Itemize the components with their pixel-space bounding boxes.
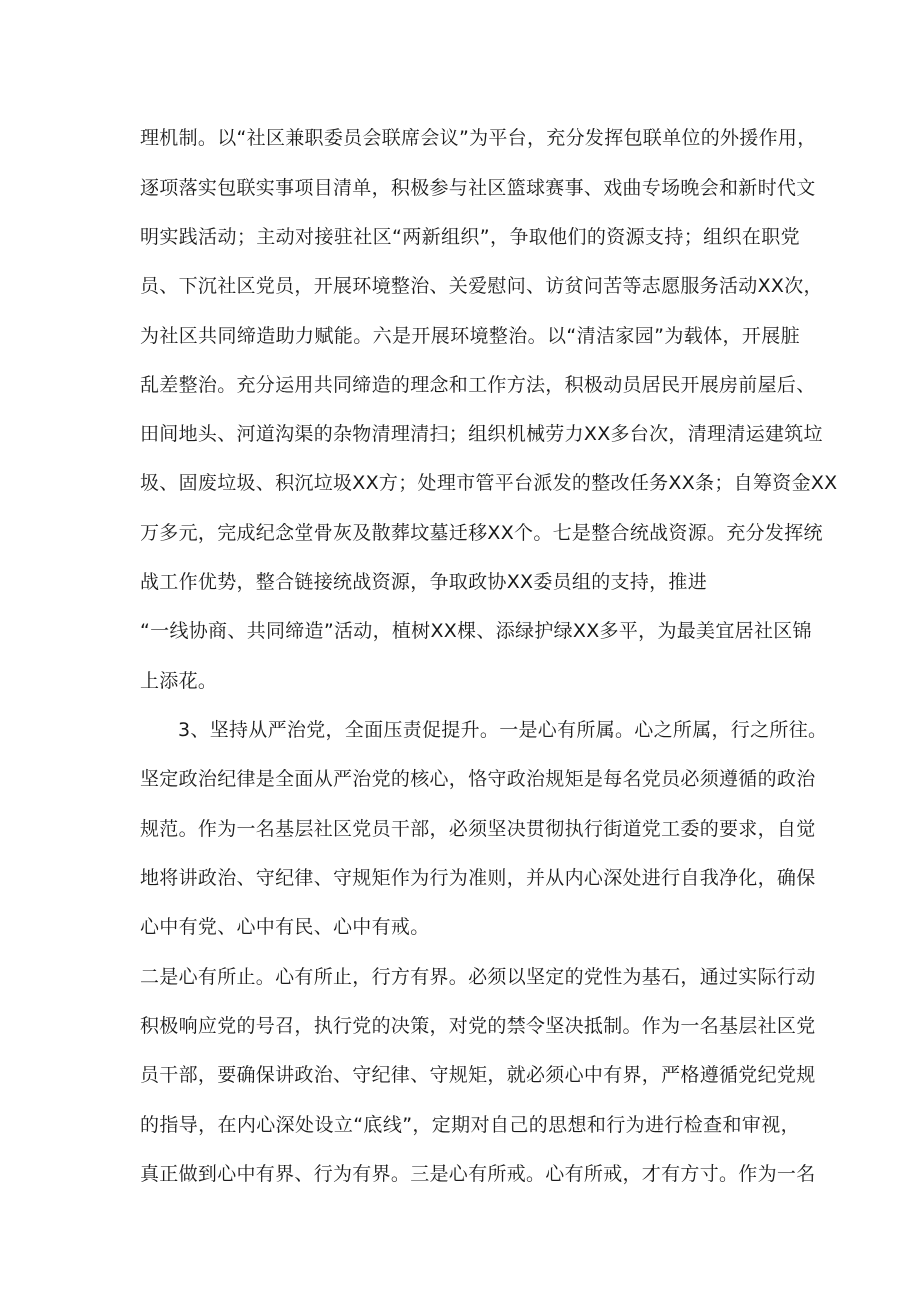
text-line-19: 积极响应党的号召，执行党的决策，对党的禁令坚决抵制。作为一名基层社区党 [140,1015,816,1037]
text-line-2: 逐项落实包联实事项目清单，积极参与社区篮球赛事、戏曲专场晚会和新时代文 [140,177,816,199]
text-line-15: 规范。作为一名基层社区党员干部，必须坚决贯彻执行街道党工委的要求，自觉 [140,818,816,840]
text-line-18: 二是心有所止。心有所止，行方有界。必须以坚定的党性为基石，通过实际行动 [140,966,816,988]
text-line-17: 心中有党、心中有民、心中有戒。 [140,916,430,938]
text-line-11: “一线协商、共同缔造”活动，植树XX棵、添绿护绿XX多平，为最美宜居社区锦 [140,620,812,642]
text-line-16: 地将讲政治、守纪律、守规矩作为行为准则，并从内心深处进行自我净化，确保 [140,867,816,889]
text-line-22: 真正做到心中有界、行为有界。三是心有所戒。心有所戒，才有方寸。作为一名 [140,1163,816,1185]
text-line-9: 万多元，完成纪念堂骨灰及散葬坟墓迁移XX个。七是整合统战资源。充分发挥统 [140,522,823,544]
text-line-6: 乱差整治。充分运用共同缔造的理念和工作方法，积极动员居民开展房前屋后、 [140,374,816,396]
text-line-4: 员、下沉社区党员，开展环境整治、关爱慰问、访贫问苦等志愿服务活动XX次， [140,275,823,297]
text-line-7: 田间地头、河道沟渠的杂物清理清扫；组织机械劳力XX多台次，清理清运建筑垃 [140,423,823,445]
text-line-3: 明实践活动；主动对接驻社区“两新组织”，争取他们的资源支持；组织在职党 [140,226,800,248]
text-line-12: 上添花。 [140,670,218,692]
section-heading-3: 3、坚持从严治党，全面压责促提升。一是心有所属。心之所属，行之所往。 [178,719,828,741]
text-line-5: 为社区共同缔造助力赋能。六是开展环境整治。以“清洁家园”为载体，开展脏 [140,325,800,347]
text-line-8: 圾、固废垃圾、积沉垃圾XX方；处理市管平台派发的整改任务XX条；自筹资金XX [140,472,838,494]
text-line-1: 理机制。以“社区兼职委员会联席会议”为平台，充分发挥包联单位的外援作用， [140,127,817,149]
text-line-20: 员干部，要确保讲政治、守纪律、守规矩，就必须心中有界，严格遵循党纪党规 [140,1064,816,1086]
text-line-21: 的指导，在内心深处设立“底线”，定期对自己的思想和行为进行检查和审视， [140,1114,800,1136]
text-line-10: 战工作优势，整合链接统战资源，争取政协XX委员组的支持，推进 [140,571,708,593]
text-line-14: 坚定政治纪律是全面从严治党的核心，恪守政治规矩是每名党员必须遵循的政治 [140,768,816,790]
